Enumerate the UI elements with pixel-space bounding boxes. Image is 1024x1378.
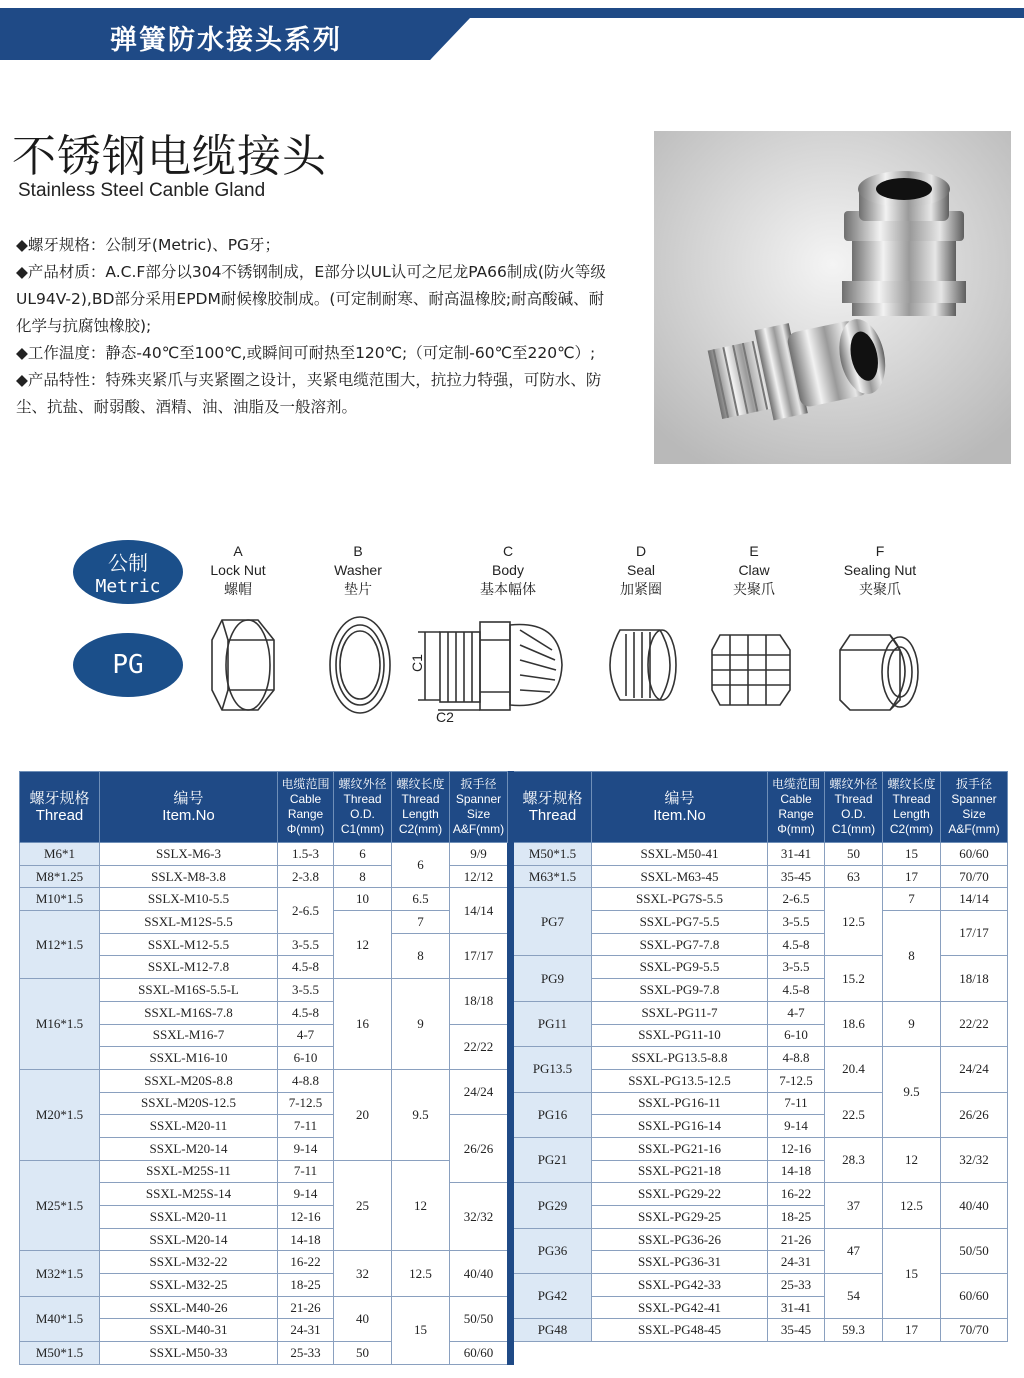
table-row (20, 1274, 1008, 1297)
header-span-line: Spanner (951, 792, 997, 806)
header-od-line: C1(mm) (831, 822, 876, 836)
od-cell: 37 (825, 1183, 883, 1228)
component-a-en: Lock Nut (210, 562, 266, 578)
header-thread (514, 772, 592, 843)
span-cell: 60/60 (941, 843, 1008, 866)
table-row (20, 1092, 1008, 1115)
washer-drawing (330, 617, 390, 713)
component-c-en: Body (492, 562, 524, 578)
item-cell: SSXL-PG7-5.5 (592, 911, 768, 934)
table-row (20, 1342, 1008, 1365)
c1-dim-label: C1 (409, 654, 425, 672)
od-cell: 47 (825, 1228, 883, 1273)
item-cell: SSXL-PG9-7.8 (592, 979, 768, 1002)
cable-cell: 4.5-8 (278, 1001, 334, 1024)
od-cell: 32 (334, 1251, 392, 1296)
item-cell: SSLX-M8-3.8 (100, 865, 278, 888)
item-cell: SSXL-M20-11 (100, 1206, 278, 1229)
header-od (825, 772, 883, 843)
item-cell: SSXL-M20-14 (100, 1228, 278, 1251)
header-item (100, 772, 278, 843)
thread-cell: M50*1.5 (514, 843, 592, 866)
component-b-en: Washer (334, 562, 382, 578)
len-cell: 15 (883, 1228, 941, 1319)
od-cell: 50 (825, 843, 883, 866)
item-cell: SSXL-M16S-7.8 (100, 1001, 278, 1024)
span-cell: 12/12 (450, 865, 508, 888)
cable-cell: 16-22 (278, 1251, 334, 1274)
od-cell: 12.5 (825, 888, 883, 956)
span-cell: 60/60 (941, 1274, 1008, 1319)
item-cell: SSXL-M20-11 (100, 1115, 278, 1138)
product-title-cn: 不锈钢电缆接头 (12, 131, 327, 182)
od-cell: 63 (825, 865, 883, 888)
header-len-line: Length (402, 807, 439, 821)
cable-cell: 31-41 (768, 843, 825, 866)
cable-cell: 25-33 (278, 1342, 334, 1365)
item-cell: SSXL-M16-7 (100, 1024, 278, 1047)
thread-cell: PG16 (514, 1092, 592, 1137)
cable-cell: 21-26 (768, 1228, 825, 1251)
len-cell: 7 (883, 888, 941, 911)
item-cell: SSLX-M6-3 (100, 843, 278, 866)
cable-cell: 2-3.8 (278, 865, 334, 888)
thread-cell: M32*1.5 (20, 1251, 100, 1296)
header-span (941, 772, 1008, 843)
metric-badge (73, 540, 183, 604)
header-len-line: C2(mm) (889, 822, 934, 836)
header-span-line: 扳手径 (460, 777, 497, 791)
cable-cell: 24-31 (278, 1319, 334, 1342)
len-cell: 17 (883, 865, 941, 888)
item-cell: SSXL-PG7S-5.5 (592, 888, 768, 911)
body-drawing (418, 622, 562, 710)
header-cable (768, 772, 825, 843)
cable-cell: 7-12.5 (278, 1092, 334, 1115)
thread-cell: PG36 (514, 1228, 592, 1273)
item-cell: SSXL-PG36-31 (592, 1251, 768, 1274)
header-len-line: C2(mm) (398, 822, 443, 836)
cable-cell: 7-12.5 (768, 1069, 825, 1092)
header-cable-line: Φ(mm) (777, 822, 815, 836)
component-c-cn: 基本幅体 (480, 581, 536, 597)
lock-nut-drawing (212, 620, 274, 710)
item-cell: SSXL-PG7-7.8 (592, 933, 768, 956)
span-cell: 18/18 (450, 979, 508, 1024)
component-d-cn: 加紧圈 (620, 581, 662, 597)
table-row (20, 1047, 1008, 1070)
cable-cell: 3-5.5 (768, 956, 825, 979)
cable-cell: 18-25 (768, 1206, 825, 1229)
od-cell: 50 (334, 1342, 392, 1365)
item-cell: SSXL-M32-22 (100, 1251, 278, 1274)
item-cell: SSXL-PG29-25 (592, 1206, 768, 1229)
len-cell: 12.5 (883, 1183, 941, 1228)
item-cell: SSXL-PG16-11 (592, 1092, 768, 1115)
header-cable-line: Range (778, 807, 814, 821)
table-row (20, 843, 1008, 866)
header-span (450, 772, 508, 843)
thread-cell: M6*1 (20, 843, 100, 866)
thread-cell: M25*1.5 (20, 1160, 100, 1251)
span-cell: 24/24 (941, 1047, 1008, 1092)
cable-cell: 4.5-8 (278, 956, 334, 979)
cable-cell: 4-7 (278, 1024, 334, 1047)
cable-cell: 4-8.8 (768, 1047, 825, 1070)
cable-cell: 4.5-8 (768, 933, 825, 956)
header-len-line: 螺纹长度 (396, 777, 445, 791)
header-cable-line: Cable (289, 792, 322, 806)
component-f-en: Sealing Nut (843, 562, 917, 578)
od-cell: 12 (334, 911, 392, 979)
len-cell: 7 (392, 911, 450, 934)
component-f-cn: 夹聚爪 (859, 581, 901, 597)
component-c-label (458, 542, 558, 599)
span-cell: 9/9 (450, 843, 508, 866)
od-cell: 59.3 (825, 1319, 883, 1342)
cable-cell: 35-45 (768, 1319, 825, 1342)
item-cell: SSXL-M50-41 (592, 843, 768, 866)
empty-cell (514, 1342, 1008, 1365)
component-b-cn: 垫片 (344, 581, 372, 597)
cable-cell: 9-14 (768, 1115, 825, 1138)
span-cell: 32/32 (941, 1137, 1008, 1182)
cable-cell: 7-11 (278, 1160, 334, 1183)
table-row (20, 956, 1008, 979)
header-span-line: Size (466, 807, 491, 821)
cable-cell: 9-14 (278, 1183, 334, 1206)
span-cell: 24/24 (450, 1069, 508, 1114)
item-cell: SSXL-M25S-14 (100, 1183, 278, 1206)
header-cable-line: 电缆范围 (771, 777, 820, 791)
len-cell: 12 (392, 1160, 450, 1251)
header-thread-line: 螺牙规格 (29, 790, 90, 807)
header-od-line: Thread (834, 792, 873, 806)
item-cell: SSXL-PG36-26 (592, 1228, 768, 1251)
product-title-en: Stainless Steel Canble Gland (18, 180, 266, 201)
span-cell: 70/70 (941, 865, 1008, 888)
header-item-line: 编号 (173, 790, 204, 807)
thread-cell: M63*1.5 (514, 865, 592, 888)
od-cell: 22.5 (825, 1092, 883, 1137)
thread-cell: PG9 (514, 956, 592, 1001)
od-cell: 28.3 (825, 1137, 883, 1182)
len-cell: 9 (883, 1001, 941, 1046)
item-cell: SSXL-PG9-5.5 (592, 956, 768, 979)
span-cell: 40/40 (450, 1251, 508, 1296)
thread-cell: PG7 (514, 888, 592, 956)
cable-cell: 7-11 (768, 1092, 825, 1115)
span-cell: 50/50 (450, 1296, 508, 1341)
table-row (20, 888, 1008, 911)
component-d-label (600, 542, 682, 599)
header-od (334, 772, 392, 843)
item-cell: SSXL-M16-10 (100, 1047, 278, 1070)
cable-cell: 9-14 (278, 1137, 334, 1160)
len-cell: 6.5 (392, 888, 450, 911)
table-row (20, 1319, 1008, 1342)
header-len (392, 772, 450, 843)
item-cell: SSXL-PG21-18 (592, 1160, 768, 1183)
item-cell: SSXL-PG11-10 (592, 1024, 768, 1047)
spec-temperature-line: ◆工作温度：静态-40℃至100℃,或瞬间可耐热至120℃;（可定制-60℃至220℃）; (16, 344, 596, 362)
item-cell: SSXL-PG13.5-12.5 (592, 1069, 768, 1092)
thread-cell: PG42 (514, 1274, 592, 1319)
len-cell: 12.5 (392, 1251, 450, 1296)
cable-cell: 4-8.8 (278, 1069, 334, 1092)
od-cell: 20 (334, 1069, 392, 1160)
item-cell: SSXL-M25S-11 (100, 1160, 278, 1183)
header-od-line: 螺纹外径 (338, 777, 387, 791)
header-len-line: Thread (892, 792, 931, 806)
span-cell: 14/14 (450, 888, 508, 933)
item-cell: SSXL-M20S-12.5 (100, 1092, 278, 1115)
thread-cell: PG21 (514, 1137, 592, 1182)
item-cell: SSXL-M40-31 (100, 1319, 278, 1342)
table-row (20, 865, 1008, 888)
item-cell: SSLX-M10-5.5 (100, 888, 278, 911)
metric-cn: 公制 (108, 551, 148, 575)
header-item-line: Item.No (653, 807, 706, 824)
item-cell: SSXL-M50-33 (100, 1342, 278, 1365)
span-cell: 26/26 (941, 1092, 1008, 1137)
seal-drawing (610, 630, 676, 700)
thread-cell: M20*1.5 (20, 1069, 100, 1160)
span-cell: 22/22 (941, 1001, 1008, 1046)
span-cell: 26/26 (450, 1115, 508, 1183)
len-cell: 12 (883, 1137, 941, 1182)
metric-en: Metric (95, 576, 161, 597)
header-od-line: 螺纹外径 (829, 777, 878, 791)
header-cable-line: 电缆范围 (281, 777, 330, 791)
header-item-line: 编号 (664, 790, 695, 807)
header-cable-line: Range (287, 807, 324, 821)
header-od-line: O.D. (350, 807, 375, 821)
cable-cell: 6-10 (278, 1047, 334, 1070)
cable-cell: 16-22 (768, 1183, 825, 1206)
thread-cell: M40*1.5 (20, 1296, 100, 1341)
len-cell: 6 (392, 843, 450, 888)
item-cell: SSXL-PG42-33 (592, 1274, 768, 1297)
item-cell: SSXL-M20S-8.8 (100, 1069, 278, 1092)
component-d-en: Seal (626, 562, 656, 578)
len-cell: 9.5 (392, 1069, 450, 1160)
len-cell: 8 (883, 911, 941, 1002)
thread-cell: M12*1.5 (20, 911, 100, 979)
span-cell: 40/40 (941, 1183, 1008, 1228)
header-span-line: Size (962, 807, 986, 821)
span-cell: 70/70 (941, 1319, 1008, 1342)
item-cell: SSXL-M12S-5.5 (100, 911, 278, 934)
len-cell: 17 (883, 1319, 941, 1342)
od-cell: 25 (334, 1160, 392, 1251)
spec-thread-line: ◆螺牙规格：公制牙(Metric)、PG牙； (16, 236, 281, 254)
span-cell: 32/32 (450, 1183, 508, 1251)
item-cell: SSXL-PG21-16 (592, 1137, 768, 1160)
cable-cell: 18-25 (278, 1274, 334, 1297)
header-cable-line: Φ(mm) (286, 822, 325, 836)
item-cell: SSXL-M16S-5.5-L (100, 979, 278, 1002)
cable-cell: 3-5.5 (278, 979, 334, 1002)
table-row (20, 1137, 1008, 1160)
header-len (883, 772, 941, 843)
cable-cell: 4.5-8 (768, 979, 825, 1002)
cable-cell: 35-45 (768, 865, 825, 888)
series-title: 弹簧防水接头系列 (110, 25, 342, 56)
header-thread-line: Thread (35, 807, 84, 824)
cable-cell: 31-41 (768, 1296, 825, 1319)
item-cell: SSXL-PG42-41 (592, 1296, 768, 1319)
span-cell: 17/17 (450, 933, 508, 978)
header-span-line: 扳手径 (955, 777, 992, 791)
cable-cell: 4-7 (768, 1001, 825, 1024)
cable-cell: 6-10 (768, 1024, 825, 1047)
header-od-line: Thread (343, 792, 382, 806)
cable-cell: 2-6.5 (768, 888, 825, 911)
spec-feature-line: ◆产品特性：特殊夹紧爪与夹紧圈之设计，夹紧电缆范围大，抗拉力特强，可防水、防尘、抗盐、耐弱酸、酒精、油、油脂及一般溶剂。 (16, 371, 602, 416)
header-item-line: Item.No (162, 807, 215, 824)
item-cell: SSXL-M12-5.5 (100, 933, 278, 956)
thread-cell: M8*1.25 (20, 865, 100, 888)
header-thread-line: Thread (528, 807, 577, 824)
component-f-letter: F (875, 543, 885, 559)
item-cell: SSXL-M20-14 (100, 1137, 278, 1160)
components-drawing (200, 610, 1020, 730)
len-cell: 15 (392, 1296, 450, 1364)
component-e-en: Claw (738, 562, 770, 578)
header-span-line: A&F(mm) (948, 822, 1000, 836)
pg-badge (73, 633, 183, 697)
span-cell: 22/22 (450, 1024, 508, 1069)
product-description (16, 232, 606, 421)
pg-label: PG (112, 650, 144, 680)
claw-drawing (712, 635, 790, 705)
thread-cell: PG48 (514, 1319, 592, 1342)
span-cell: 60/60 (450, 1342, 508, 1365)
cable-cell: 14-18 (768, 1160, 825, 1183)
header-thread-line: 螺牙规格 (522, 790, 583, 807)
thread-cell: PG13.5 (514, 1047, 592, 1092)
item-cell: SSXL-PG29-22 (592, 1183, 768, 1206)
span-cell: 17/17 (941, 911, 1008, 956)
od-cell: 15.2 (825, 956, 883, 1001)
spec-material-line: ◆产品材质：A.C.F部分以304不锈钢制成，E部分以UL认可之尼龙PA66制成(防火等级UL94V-2),BD部分采用EPDM耐候橡胶制成。(可定制耐寒、耐高温橡胶;耐高酸碱、耐化学与抗腐蚀橡胶); (16, 263, 606, 335)
span-cell: 50/50 (941, 1228, 1008, 1273)
component-a-cn: 螺帽 (224, 581, 252, 597)
od-cell: 54 (825, 1274, 883, 1319)
header-len-line: Length (893, 807, 930, 821)
span-cell: 18/18 (941, 956, 1008, 1001)
c2-dim-label: C2 (436, 709, 454, 725)
thread-cell: M50*1.5 (20, 1342, 100, 1365)
item-cell: SSXL-M12-7.8 (100, 956, 278, 979)
od-cell: 20.4 (825, 1047, 883, 1092)
cable-cell: 25-33 (768, 1274, 825, 1297)
item-cell: SSXL-PG11-7 (592, 1001, 768, 1024)
table-row (20, 1183, 1008, 1206)
cable-cell: 3-5.5 (768, 911, 825, 934)
sealing-nut-drawing (840, 635, 918, 710)
item-cell: SSXL-PG13.5-8.8 (592, 1047, 768, 1070)
component-b-label (317, 542, 399, 599)
od-cell: 8 (334, 865, 392, 888)
len-cell: 8 (392, 933, 450, 978)
spec-table (19, 771, 1008, 1365)
thread-cell: PG29 (514, 1183, 592, 1228)
cable-cell: 2-6.5 (278, 888, 334, 933)
cable-cell: 1.5-3 (278, 843, 334, 866)
cable-cell: 21-26 (278, 1296, 334, 1319)
header-cable (278, 772, 334, 843)
component-a-letter: A (233, 543, 243, 559)
thread-cell: M10*1.5 (20, 888, 100, 911)
component-f-label (832, 542, 928, 599)
component-d-letter: D (635, 543, 647, 559)
item-cell: SSXL-M40-26 (100, 1296, 278, 1319)
component-a-label (197, 542, 279, 599)
header-od-line: O.D. (841, 807, 866, 821)
cable-cell: 24-31 (768, 1251, 825, 1274)
cable-cell: 7-11 (278, 1115, 334, 1138)
thread-cell: M16*1.5 (20, 979, 100, 1070)
component-c-letter: C (502, 543, 514, 559)
thread-cell: PG11 (514, 1001, 592, 1046)
product-photo (654, 131, 1011, 464)
item-cell: SSXL-PG16-14 (592, 1115, 768, 1138)
table-header-row (20, 772, 1008, 843)
header-od-line: C1(mm) (340, 822, 385, 836)
cable-cell: 3-5.5 (278, 933, 334, 956)
header-len-line: Thread (401, 792, 440, 806)
od-cell: 18.6 (825, 1001, 883, 1046)
item-cell: SSXL-M32-25 (100, 1274, 278, 1297)
item-cell: SSXL-M63-45 (592, 865, 768, 888)
header-span-line: A&F(mm) (452, 822, 505, 836)
od-cell: 16 (334, 979, 392, 1070)
span-cell: 14/14 (941, 888, 1008, 911)
header-len-line: 螺纹长度 (887, 777, 936, 791)
component-e-label (713, 542, 795, 599)
od-cell: 10 (334, 888, 392, 911)
table-row (20, 1228, 1008, 1251)
od-cell: 40 (334, 1296, 392, 1341)
cable-cell: 12-16 (278, 1206, 334, 1229)
len-cell: 9 (392, 979, 450, 1070)
cable-cell: 12-16 (768, 1137, 825, 1160)
len-cell: 15 (883, 843, 941, 866)
header-item (592, 772, 768, 843)
header-span-line: Spanner (455, 792, 502, 806)
component-b-letter: B (353, 543, 363, 559)
item-cell: SSXL-PG48-45 (592, 1319, 768, 1342)
component-e-cn: 夹聚爪 (733, 581, 775, 597)
component-e-letter: E (749, 543, 759, 559)
od-cell: 6 (334, 843, 392, 866)
len-cell: 9.5 (883, 1047, 941, 1138)
header-thread (20, 772, 100, 843)
table-row (20, 1001, 1008, 1024)
cable-cell: 14-18 (278, 1228, 334, 1251)
header-cable-line: Cable (780, 792, 812, 806)
